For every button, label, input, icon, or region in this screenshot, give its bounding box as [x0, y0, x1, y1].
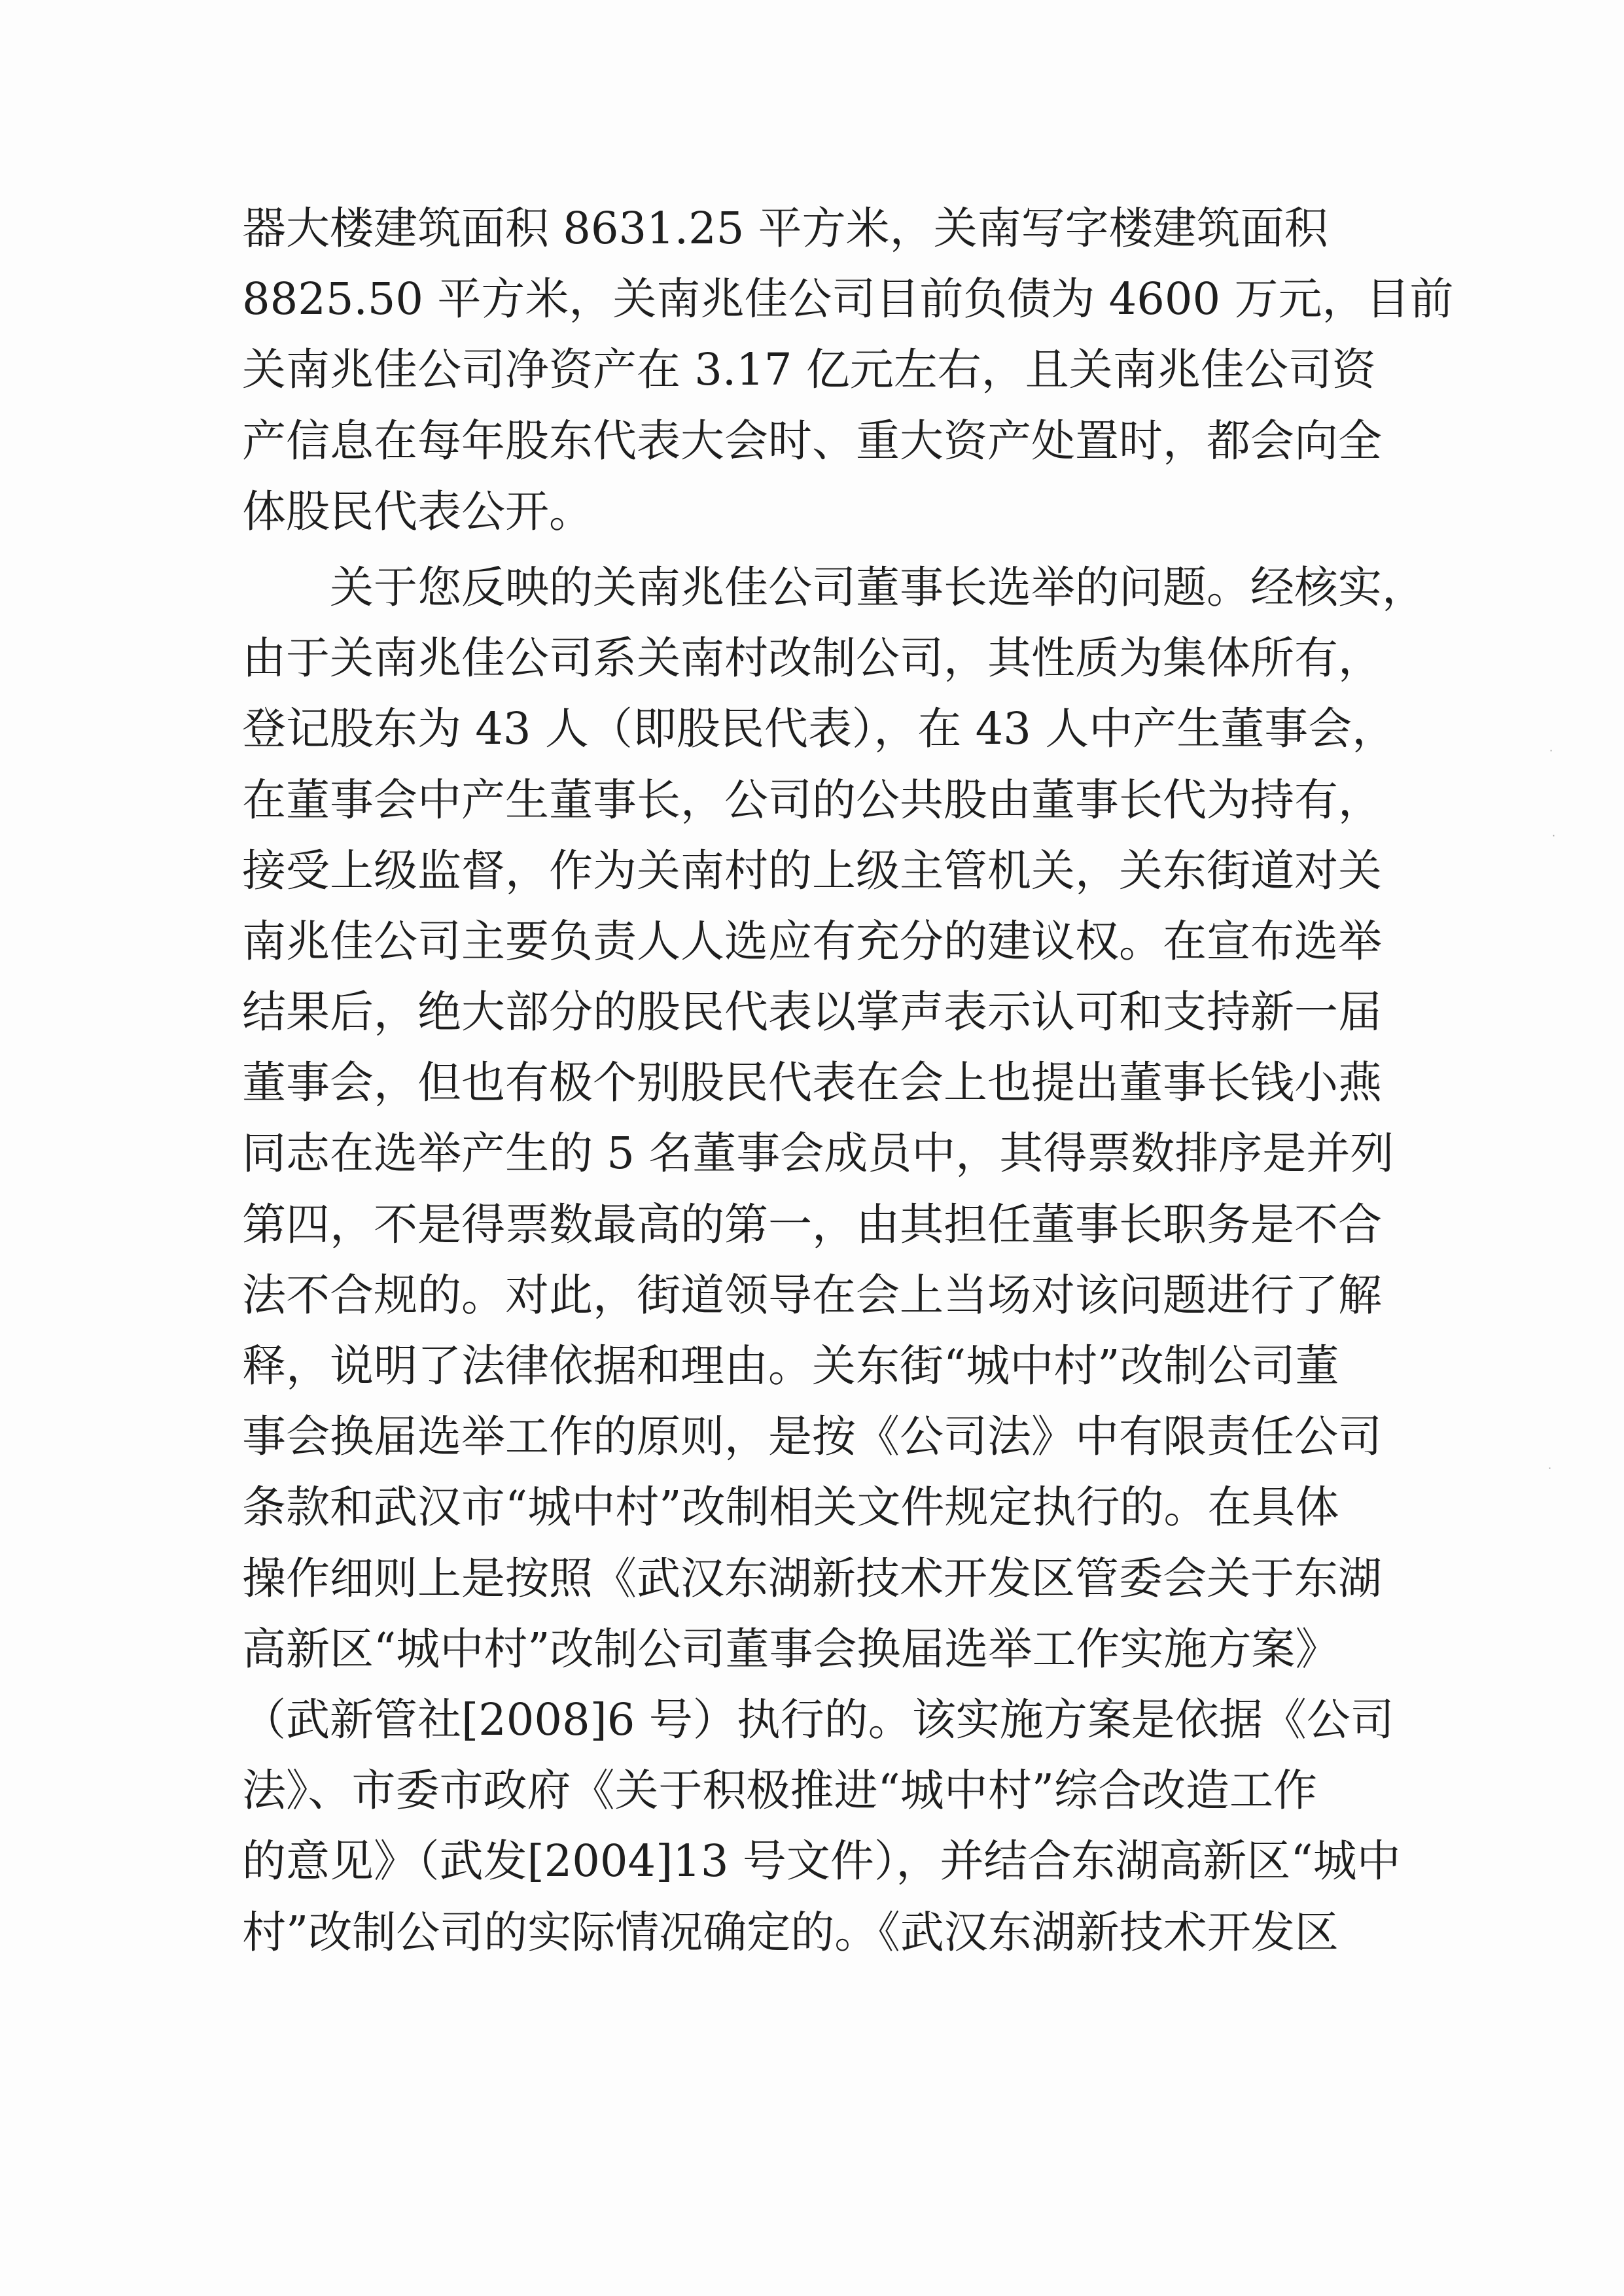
paragraph-line: 的意见》（武发[2004]13 号文件），并结合东湖高新区“城中: [242, 1835, 1401, 1887]
paragraph-line: 董事会，但也有极个别股民代表在会上也提出董事长钱小燕: [242, 1057, 1382, 1109]
paragraph-line: 南兆佳公司主要负责人人选应有充分的建议权。在宣布选举: [242, 915, 1382, 967]
paragraph-line: 8825.50 平方米，关南兆佳公司目前负债为 4600 万元，目前: [242, 273, 1454, 325]
paragraph-line: 关南兆佳公司净资产在 3.17 亿元左右，且关南兆佳公司资: [242, 344, 1376, 396]
paragraph-line: 器大楼建筑面积 8631.25 平方米，关南写字楼建筑面积: [242, 203, 1328, 254]
paragraph-first-line: [242, 552, 1426, 623]
paragraph-line: 登记股东为 43 人（即股民代表），在 43 人中产生董事会，: [242, 703, 1396, 755]
paragraph-1: [242, 193, 1454, 547]
scan-speck: ·: [1548, 1462, 1552, 1474]
paragraph-line: 事会换届选举工作的原则，是按《公司法》中有限责任公司: [242, 1411, 1382, 1463]
paragraph-line: 法不合规的。对此，街道领导在会上当场对该问题进行了解: [242, 1269, 1382, 1321]
paragraph-line: 由于关南兆佳公司系关南村改制公司，其性质为集体所有，: [242, 633, 1382, 684]
paragraph-line: 操作细则上是按照《武汉东湖新技术开发区管委会关于东湖: [242, 1552, 1382, 1604]
paragraph-line: 结果后，绝大部分的股民代表以掌声表示认可和支持新一届: [242, 986, 1382, 1038]
paragraph-line: 法》、市委市政府《关于积极推进“城中村”综合改造工作: [242, 1765, 1318, 1817]
paragraph-line: 释，说明了法律依据和理由。关东街“城中村”改制公司董: [242, 1340, 1339, 1391]
paragraph-line: 接受上级监督，作为关南村的上级主管机关，关东街道对关: [242, 844, 1382, 896]
scan-speck: ·: [1549, 744, 1553, 757]
paragraph-line: 村”改制公司的实际情况确定的。《武汉东湖新技术开发区: [242, 1906, 1339, 1958]
paragraph-line: 在董事会中产生董事长，公司的公共股由董事长代为持有，: [242, 774, 1382, 826]
paragraph-line: 同志在选举产生的 5 名董事会成员中，其得票数排序是并列: [242, 1128, 1394, 1179]
paragraph-line: 体股民代表公开。: [242, 485, 593, 537]
paragraph-2: [242, 552, 1426, 1968]
paragraph-line: （武新管社[2008]6 号）执行的。该实施方案是依据《公司: [242, 1694, 1394, 1745]
paragraph-line: 条款和武汉市“城中村”改制相关文件规定执行的。在具体: [242, 1482, 1339, 1533]
paragraph-line: 高新区“城中村”改制公司董事会换届选举工作实施方案》: [242, 1623, 1339, 1675]
paragraph-line: 关于您反映的关南兆佳公司董事长选举的问题。经核实，: [330, 561, 1426, 613]
paragraph-line: 第四，不是得票数最高的第一，由其担任董事长职务是不合: [242, 1198, 1382, 1250]
paragraph-line: 产信息在每年股东代表大会时、重大资产处置时，都会向全: [242, 415, 1382, 466]
paragraph-gap: [242, 547, 1394, 552]
body-text: [242, 193, 1454, 1968]
scan-speck: ·: [1552, 829, 1556, 842]
